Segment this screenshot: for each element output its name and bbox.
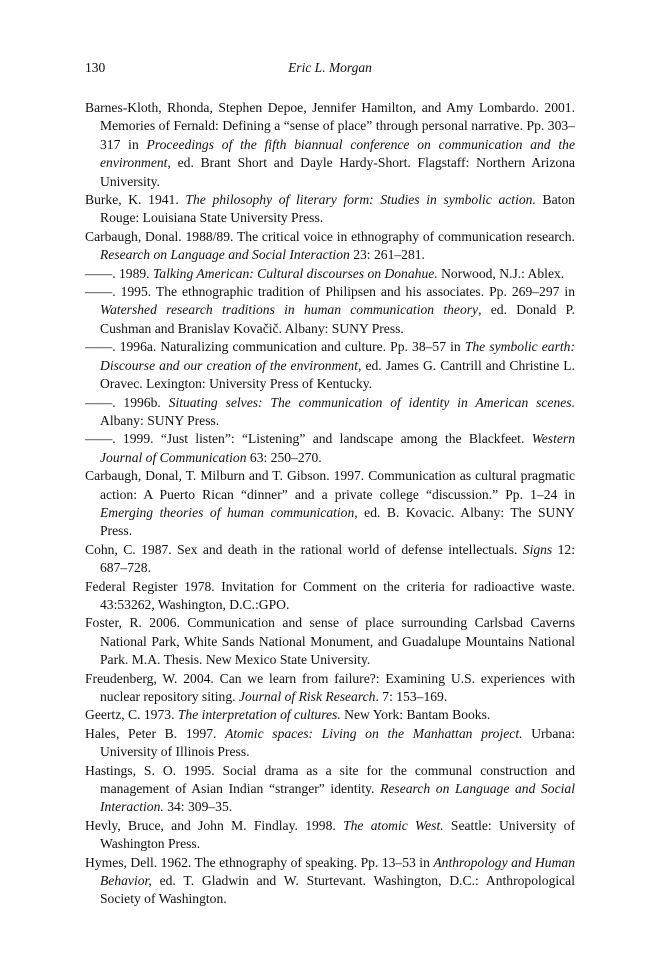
reference-title: The interpretation of cultures. [177,707,341,723]
reference-entry [85,614,575,669]
reference-text: ——. 1989. [85,265,153,281]
reference-text: Albany: SUNY Press. [100,412,220,428]
reference-entry [85,430,575,467]
reference-title: Watershed research traditions in human communication theory [100,302,479,318]
reference-entry [85,99,575,191]
reference-title: The symbolic earth: Discourse and our creation of the environment [100,339,575,373]
reference-title: The atomic West. [343,817,444,833]
reference-text: Baton Rouge: Louisiana State University Press. [100,192,575,226]
reference-text: , ed. B. Kovacic. Albany: The SUNY Press. [100,504,575,539]
reference-title: Emerging theories of human communication [100,504,355,520]
reference-title: Talking American: Cultural discourses on Donahue. [152,265,438,281]
reference-text: , ed. Donald P. Cushman and Branislav Kovačič. Albany: SUNY Press. [100,302,575,336]
reference-text: Federal Register 1978. Invitation for Comment on the criteria for radioactive waste. 43:53262, Washington, D.C.:GPO. [85,578,575,612]
reference-entry [85,817,575,854]
reference-text: 34: 309–35. [163,799,233,815]
reference-text: New York: Bantam Books. [340,707,491,723]
reference-text: Freudenberg, W. 2004. Can we learn from failure?: Examining U.S. experiences with nuclear repository siting. [85,670,575,704]
reference-text: Hymes, Dell. 1962. The ethnography of speaking. Pp. 13–53 in [85,854,434,870]
reference-title: Signs [522,541,553,557]
reference-text: Barnes-Kloth, Rhonda, Stephen Depoe, Jennifer Hamilton, and Amy Lombardo. 2001. Memories of Fernald: Defining a “sense of place” through personal narrative. Pp. 303–317 in [85,100,575,152]
reference-text: Carbaugh, Donal. 1988/89. The critical voice in ethnography of communication research. [85,228,575,244]
reference-title: Research on Language and Social Interaction. [100,781,575,815]
reference-text: 12: 687–728. [100,541,575,576]
reference-text: Cohn, C. 1987. Sex and death in the rational world of defense intellectuals. [85,541,523,557]
reference-text: ——. 1995. The ethnographic tradition of Philipsen and his associates. Pp. 269–297 in [85,284,575,300]
reference-text: , ed. Brant Short and Dayle Hardy-Short. Flagstaff: Northern Arizona University. [100,155,575,189]
reference-text: Geertz, C. 1973. [85,707,178,723]
reference-text: Foster, R. 2006. Communication and sense of place surrounding Carlsbad Caverns National Park, White Sands National Monument, and Guadalupe Mountains National Park. M.A. Thesis. New Mexico State University. [85,615,575,668]
reference-title: The philosophy of literary form: Studies in symbolic action. [185,192,536,208]
reference-text: . 7: 153–169. [375,689,448,704]
reference-title: Situating selves: The communication of identity in American scenes. [168,394,575,410]
reference-title: Atomic spaces: Living on the Manhattan project. [225,725,523,741]
reference-text: Seattle: University of Washington Press. [100,817,575,852]
page-header [85,60,575,78]
reference-title: Research on Language and Social Interaction [100,247,350,263]
reference-text: ——. 1996a. Naturalizing communication and culture. Pp. 38–57 in [85,339,465,355]
reference-entry [85,706,575,724]
running-head: Eric L. Morgan [288,60,372,75]
reference-text: 23: 261–281. [349,247,425,263]
reference-text: ——. 1999. “Just listen”: “Listening” and landscape among the Blackfeet. [85,431,532,447]
reference-text: Urbana: University of Illinois Press. [100,725,575,760]
reference-text: ——. 1996b. [85,394,169,410]
reference-text: , ed. James G. Cantrill and Christine L. Oravec. Lexington: University Press of Kentucky. [100,357,575,392]
reference-text: Norwood, N.J.: Ablex. [437,265,565,281]
reference-entry [85,578,575,615]
reference-text: Carbaugh, Donal, T. Milburn and T. Gibson. 1997. Communication as cultural pragmatic action: A Puerto Rican “dinner” and a private college “discussion.” Pp. 1–24 in [85,468,575,502]
reference-entry [85,670,575,707]
reference-entry [85,191,575,228]
reference-list [85,99,575,909]
reference-text: Hevly, Bruce, and John M. Findlay. 1998. [85,817,344,833]
reference-title: Journal of Risk Research [238,689,376,704]
page-number: 130 [85,60,106,75]
reference-title: Anthropology and Human Behavior, [100,854,576,889]
reference-text: Hastings, S. O. 1995. Social drama as a site for the communal construction and management of Asian Indian “stranger” identity. [85,762,575,797]
reference-title: Proceedings of the fifth biannual conference on communication and the environment [100,136,575,171]
reference-text: ed. T. Gladwin and W. Sturtevant. Washington, D.C.: Anthropological Society of Washington. [100,873,575,907]
reference-text: Burke, K. 1941. [85,192,186,208]
reference-entry [85,762,575,817]
reference-entry [85,467,575,541]
reference-text: 63: 250–270. [246,449,322,465]
reference-entry [85,338,575,393]
reference-entry [85,725,575,762]
reference-text: Hales, Peter B. 1997. [85,725,226,741]
reference-entry [85,265,575,283]
reference-entry [85,541,575,578]
reference-entry [85,854,575,909]
reference-entry [85,283,575,338]
reference-entry [85,228,575,265]
reference-title: Western Journal of Communication [100,431,575,465]
reference-entry [85,394,575,431]
